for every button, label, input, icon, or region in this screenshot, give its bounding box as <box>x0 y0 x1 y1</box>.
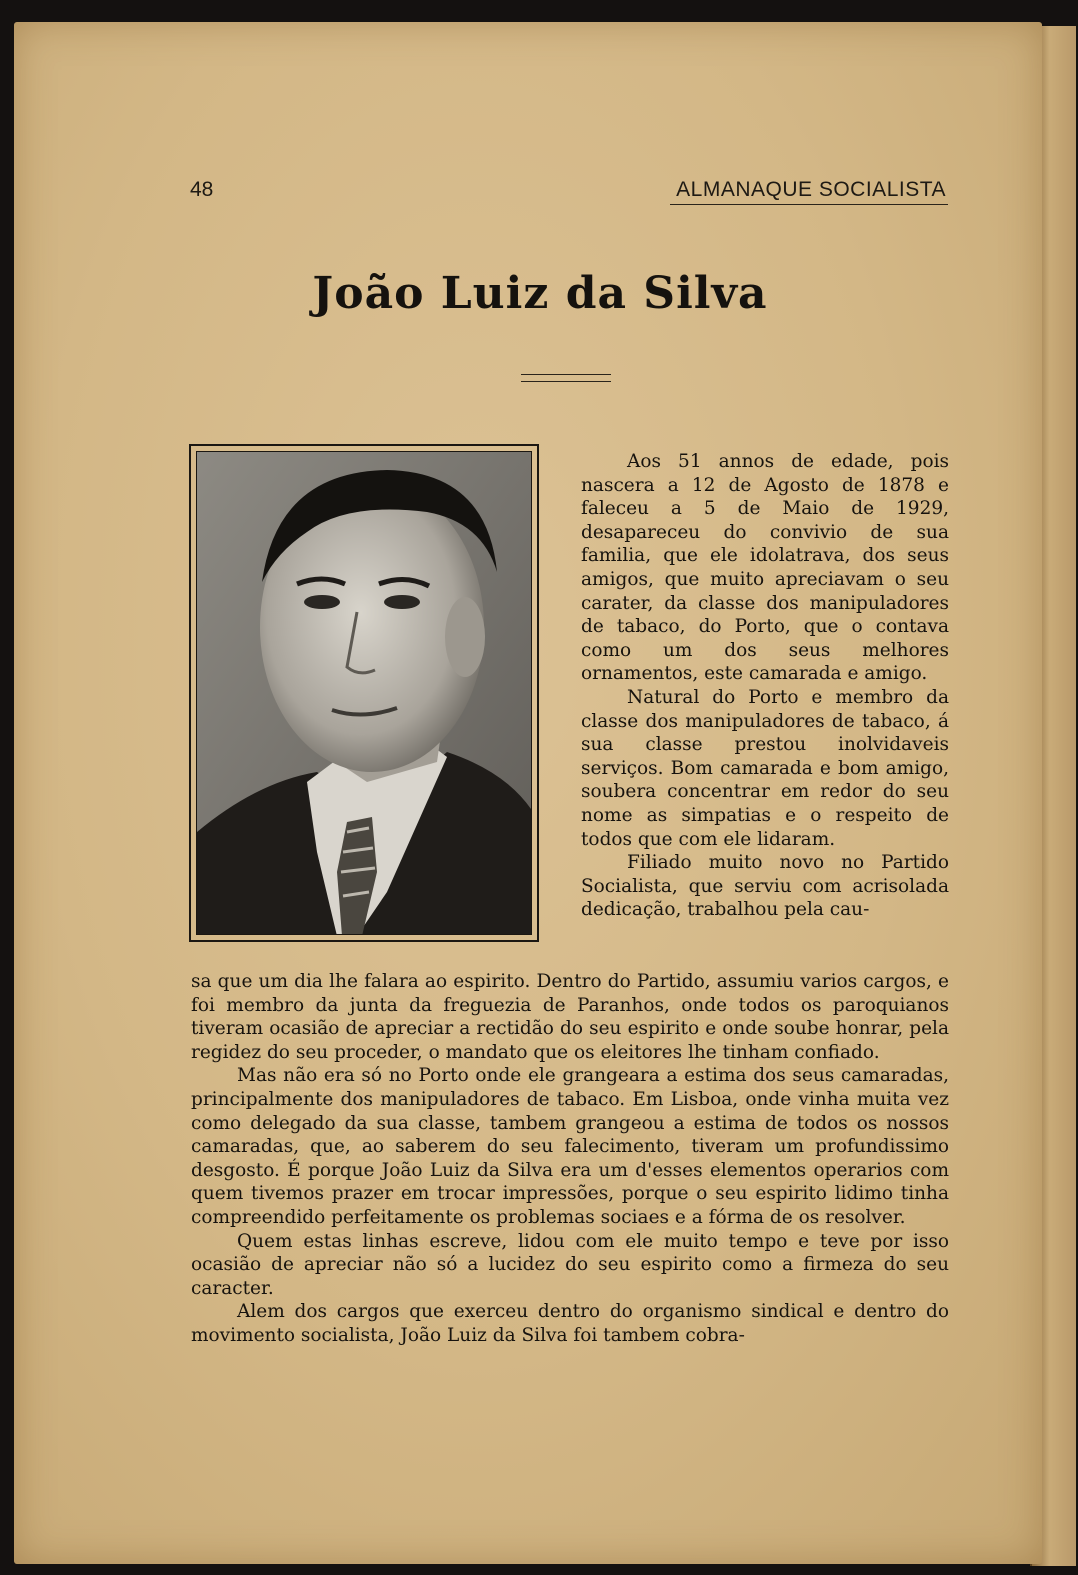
running-title: ALMANAQUE SOCIALISTA <box>670 178 948 205</box>
page-number: 48 <box>190 178 214 201</box>
paragraph-3: Filiado muito novo no Partido Socialista, que serviu com acrisolada dedicação, trabalhou pela cau- <box>581 852 949 921</box>
paragraph-6: Alem dos cargos que exerceu dentro do organismo sindical e dentro do movimento socialista, João Luiz da Silva foi tambem cobra- <box>191 1301 949 1346</box>
title-divider <box>521 374 611 382</box>
portrait-photo <box>196 451 532 935</box>
paragraph-2: Natural do Porto e membro da classe dos manipuladores de tabaco, á sua classe prestou inolvidaveis serviços. Bom camarada e bom amigo, soubera concentrar em redor do seu nome as simpatias e o respeito de todos que com ele lidaram. <box>581 686 949 850</box>
page-header <box>190 178 948 204</box>
article-full-width-text <box>191 970 949 1348</box>
article-column-text <box>581 450 949 922</box>
paragraph-3-continued: sa que um dia lhe falara ao espirito. Dentro do Partido, assumiu varios cargos, e foi membro da junta da freguezia de Paranhos, onde todos os paroquianos tiveram ocasião de apreciar a rectidão do seu espirito e onde soube honrar, pela regidez do seu proceder, o mandato que os eleitores lhe tinham confiado. <box>191 971 949 1063</box>
article-title: João Luiz da Silva <box>312 268 768 319</box>
paragraph-5: Quem estas linhas escreve, lidou com ele muito tempo e teve por isso ocasião de apreciar não só a lucidez do seu espirito como a firmeza do seu caracter. <box>191 1230 949 1299</box>
portrait-frame <box>189 444 539 942</box>
paragraph-1: Aos 51 annos de edade, pois nascera a 12 de Agosto de 1878 e faleceu a 5 de Maio de 1929, desapareceu do convivio de sua familia, que ele idolatrava, dos seus amigos, que muito apreciavam o seu carater, da classe dos manipuladores de tabaco, do Porto, que o contava como um dos seus melhores ornamentos, este camarada e amigo. <box>581 451 949 685</box>
paragraph-4: Mas não era só no Porto onde ele grangeara a estima dos seus camaradas, principalmente dos manipuladores de tabaco. Em Lisboa, onde vinha muita vez como delegado da sua classe, tambem grangeou a estima de todos os nossos camaradas, que, ao saberem do seu falecimento, tiveram um profundissimo desgosto. É porque João Luiz da Silva era um d'esses elementos operarios com quem tivemos prazer em trocar impressões, porque o seu espirito lidimo tinha compreendido perfeitamente os problemas sociaes e a fórma de os resolver. <box>191 1065 949 1228</box>
